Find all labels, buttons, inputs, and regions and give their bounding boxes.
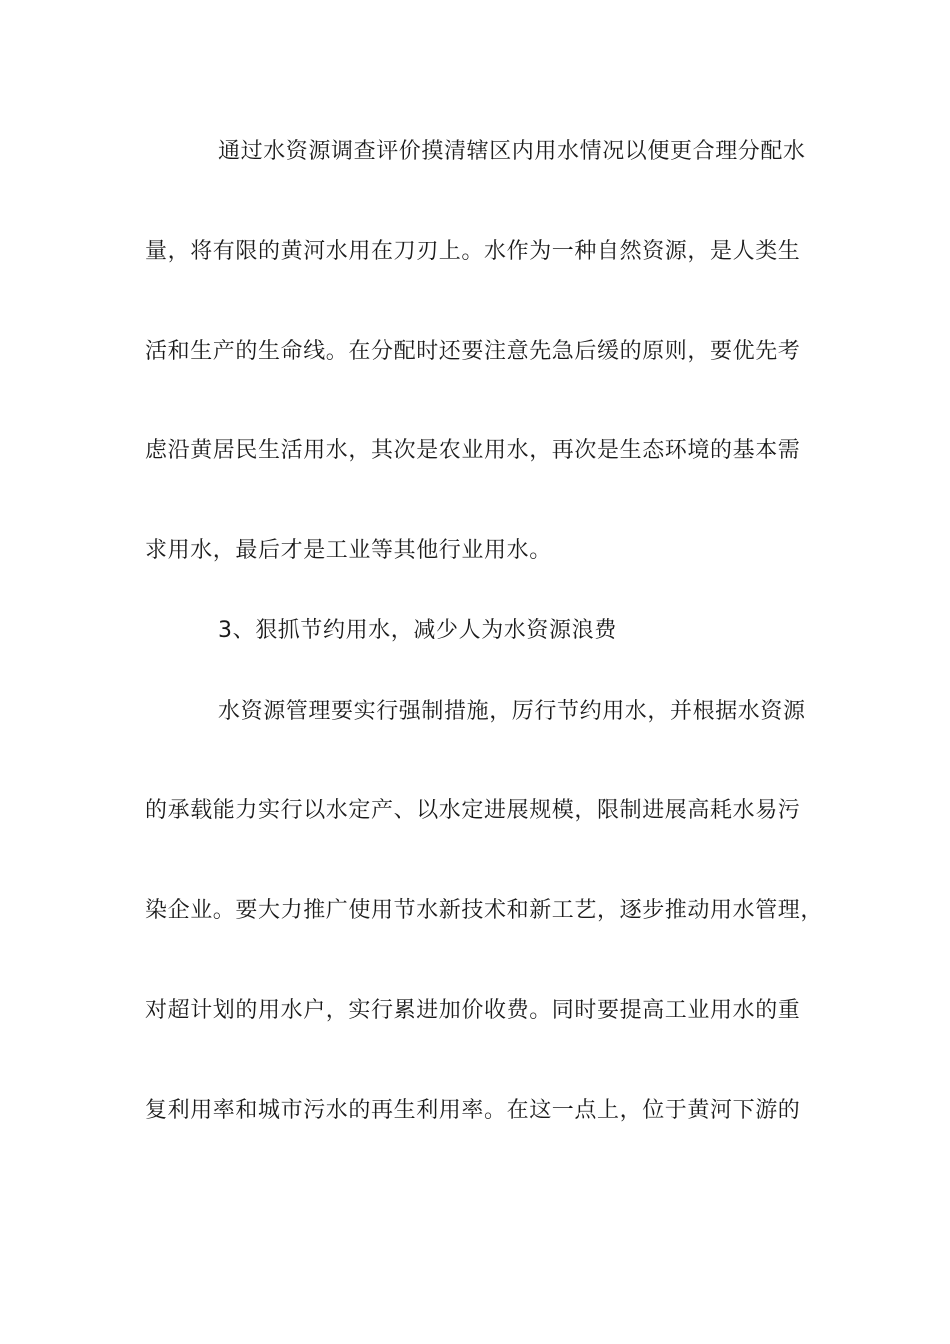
paragraph1-line-4: 虑沿黄居民生活用水，其次是农业用水，再次是生态环境的基本需 bbox=[145, 438, 801, 463]
paragraph2-line-1: 水资源管理要实行强制措施，厉行节约用水，并根据水资源 bbox=[218, 699, 806, 724]
paragraph1-line-1: 通过水资源调查评价摸清辖区内用水情况以便更合理分配水 bbox=[218, 139, 806, 164]
paragraph1-line-3: 活和生产的生命线。在分配时还要注意先急后缓的原则，要优先考 bbox=[145, 339, 801, 364]
section-heading: 3、狠抓节约用水，减少人为水资源浪费 bbox=[218, 618, 617, 643]
paragraph2-line-2: 的承载能力实行以水定产、以水定进展规模，限制进展高耗水易污 bbox=[145, 798, 801, 823]
paragraph2-line-5: 复利用率和城市污水的再生利用率。在这一点上，位于黄河下游的 bbox=[145, 1098, 801, 1123]
paragraph1-line-5: 求用水，最后才是工业等其他行业用水。 bbox=[145, 538, 552, 563]
paragraph1-line-2: 量，将有限的黄河水用在刀刃上。水作为一种自然资源，是人类生 bbox=[145, 239, 801, 264]
paragraph2-line-3: 染企业。要大力推广使用节水新技术和新工艺，逐步推动用水管理， bbox=[145, 898, 824, 923]
paragraph2-line-4: 对超计划的用水户，实行累进加价收费。同时要提高工业用水的重 bbox=[145, 998, 801, 1023]
